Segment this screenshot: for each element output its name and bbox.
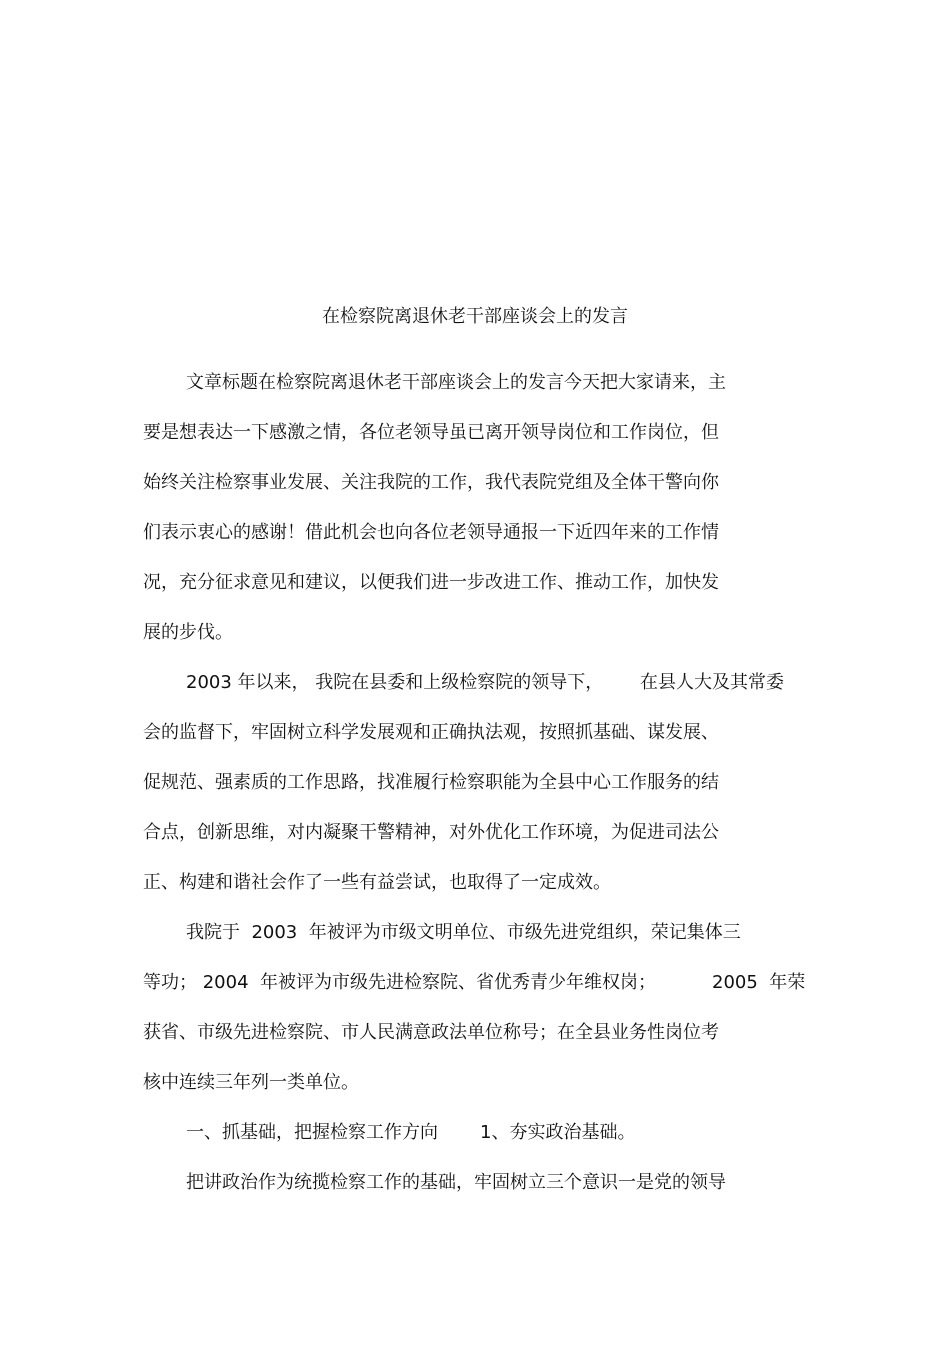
paragraph-1-line-1: 文章标题在检察院离退休老干部座谈会上的发言今天把大家请来，主 [186, 372, 726, 393]
paragraph-1-line-4: 们表示衷心的感谢！借此机会也向各位老领导通报一下近四年来的工作情 [143, 522, 719, 543]
paragraph-3-line-3: 获省、市级先进检察院、市人民满意政法单位称号；在全县业务性岗位考 [143, 1022, 719, 1043]
document-title: 在检察院离退休老干部座谈会上的发言 [322, 306, 628, 327]
paragraph-1-line-5: 况，充分征求意见和建议，以便我们进一步改进工作、推动工作，加快发 [143, 572, 719, 593]
section-heading-1: 一、抓基础，把握检察工作方向 [186, 1122, 438, 1143]
paragraph-3-line-2b: 2005 年荣 [712, 972, 806, 993]
paragraph-5-line-1: 把讲政治作为统揽检察工作的基础，牢固树立三个意识一是党的领导 [186, 1172, 726, 1193]
paragraph-2-line-3: 促规范、强素质的工作思路，找准履行检察职能为全县中心工作服务的结 [143, 772, 719, 793]
paragraph-1-line-6: 展的步伐。 [143, 622, 233, 643]
paragraph-1-line-3: 始终关注检察事业发展、关注我院的工作，我代表院党组及全体干警向你 [143, 472, 719, 493]
paragraph-3-line-4: 核中连续三年列一类单位。 [143, 1072, 359, 1093]
paragraph-2-line-1a: 2003 年以来， 我院在县委和上级检察院的领导下， [186, 672, 604, 693]
paragraph-2-line-1b: 在县人大及其常委 [640, 672, 784, 693]
paragraph-3-line-1: 我院于 2003 年被评为市级文明单位、市级先进党组织，荣记集体三 [186, 922, 741, 943]
paragraph-2-line-4: 合点，创新思维，对内凝聚干警精神，对外优化工作环境，为促进司法公 [143, 822, 719, 843]
paragraph-2-line-2: 会的监督下，牢固树立科学发展观和正确执法观，按照抓基础、谋发展、 [143, 722, 719, 743]
paragraph-2-line-5: 正、构建和谐社会作了一些有益尝试，也取得了一定成效。 [143, 872, 611, 893]
paragraph-1-line-2: 要是想表达一下感激之情，各位老领导虽已离开领导岗位和工作岗位，但 [143, 422, 719, 443]
paragraph-3-line-2a: 等功； 2004 年被评为市级先进检察院、省优秀青少年维权岗； [143, 972, 656, 993]
subsection-heading-1: 1、夯实政治基础。 [480, 1122, 636, 1143]
